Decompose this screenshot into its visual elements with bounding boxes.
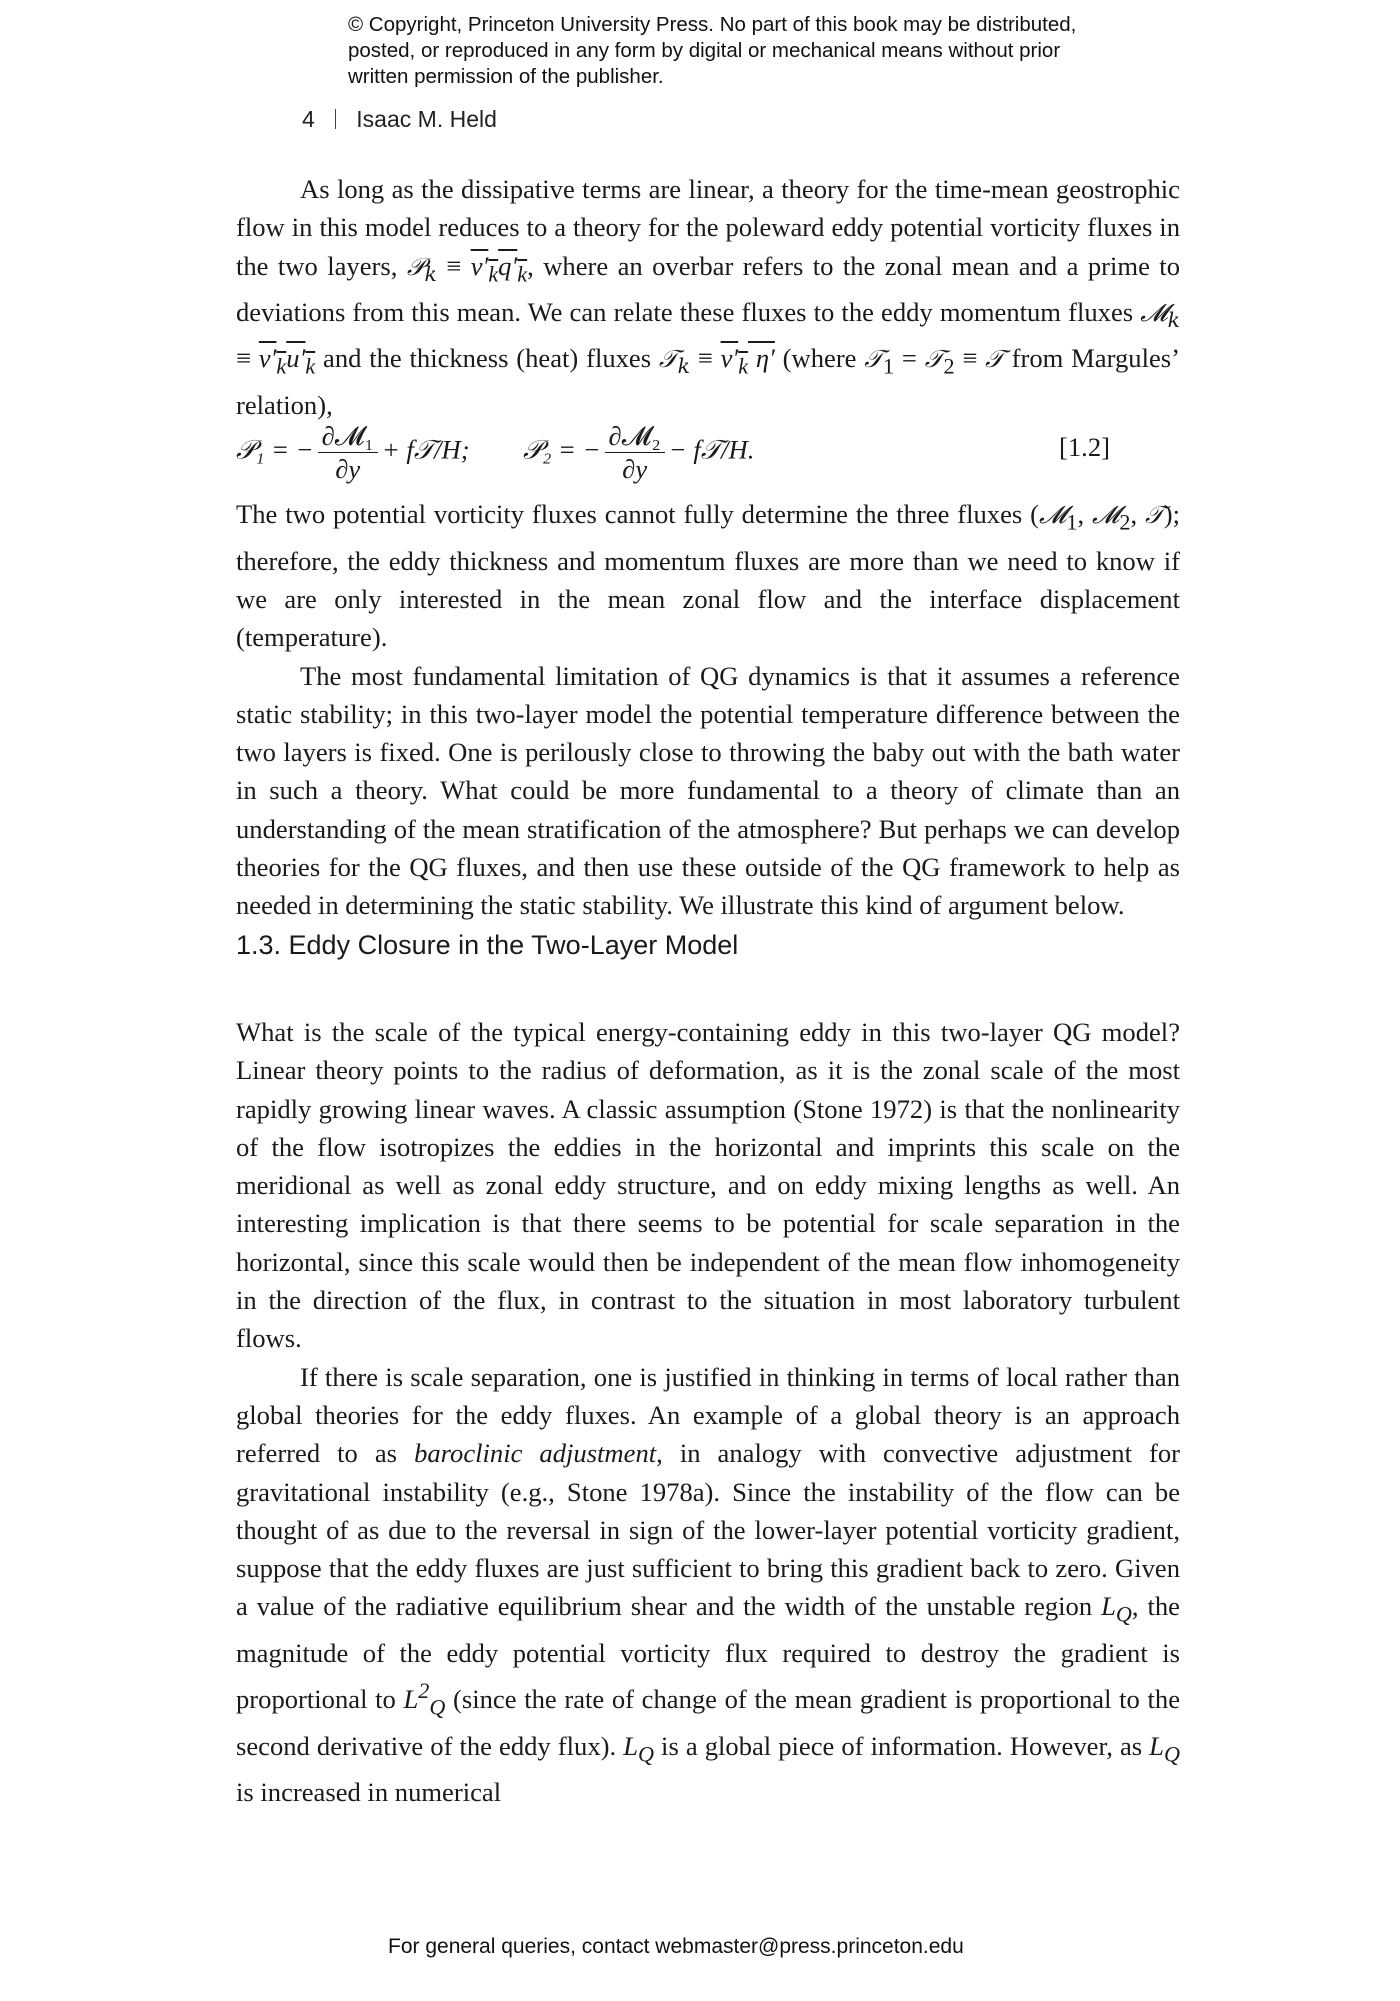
paragraph-block-1 [236, 170, 1180, 424]
eq-p2-fraction [605, 420, 665, 485]
eq-p2-tail: − f𝒯/H. [668, 434, 755, 465]
paragraph-block-2 [236, 495, 1180, 925]
eq-p1-numerator: ∂𝓜₁ [318, 420, 378, 453]
paragraph-pv-fluxes: The two potential vorticity fluxes cannot fully determine the three fluxes (𝓜$_1$, 𝓜$_2$, 𝒯); therefore, the eddy thickness and momentum fluxes are more than we need to know if we are only interested in the mean zonal flow and the interface displacement (temperature). [236, 499, 1181, 653]
eq-p2-lhs: 𝒫₂ = − [522, 434, 601, 465]
eq-p1-lhs: 𝒫₁ = − [236, 434, 314, 465]
eq-p1-denominator: ∂y [335, 454, 361, 484]
running-head [302, 106, 497, 133]
running-head-divider [335, 109, 337, 129]
equation-number: [1.2] [1059, 432, 1110, 462]
paragraph-qg-limitation: The most fundamental limitation of QG dynamics is that it assumes a reference static stability; in this two-layer model the potential temperature difference between the two layers is fixed. One is perilously close to throwing the baby out with the bath water in such a theory. What could be more fundamental to a theory of climate than an understanding of the mean stratification of the atmosphere? But perhaps we can develop theories for the QG fluxes, and then use these outside of the QG framework to help as needed in determining the static stability. We illustrate this kind of argument below. [236, 660, 1180, 921]
paragraph-eddy-scale: What is the scale of the typical energy-containing eddy in this two-layer QG model? Linear theory points to the radius of deformation, as it is the zonal scale of the most rapidly growing linear waves. A classic assumption (Stone 1972) is that the nonlinearity of the flow isotropizes the eddies in the horizontal and imprints this scale on the meridional as well as zonal eddy structure, and on eddy mixing lengths as well. An interesting implication is that there seems to be potential for scale separation in the horizontal, since this scale would then be independent of the mean flow inhomogeneity in the direction of the flux, in contrast to the situation in most laboratory turbulent flows. [236, 1017, 1180, 1354]
equation-1-2 [236, 420, 1180, 490]
eq-p1-tail: + f𝒯/H; [381, 434, 470, 465]
footer-contact: For general queries, contact webmaster@press.princeton.edu [388, 1935, 964, 1958]
eq-p2-numerator: ∂𝓜₂ [605, 420, 665, 453]
page-number: 4 [302, 106, 315, 132]
paragraph-time-mean-theory: As long as the dissipative terms are linear, a theory for the time-mean geostrophic flow in this model reduces to a theory for the poleward eddy potential vorticity fluxes in the two layers, 𝒫$_k$ ≡ $v'_kq'_k$, where an overbar refers to the zonal mean and a prime to deviations from this mean. We can relate these fluxes to the eddy momentum fluxes 𝓜$_k$ ≡ $v'_ku'_k$ and the thickness (heat) fluxes 𝒯$_k$ ≡ $v'_k$ η′ (where 𝒯$_1$ = 𝒯$_2$ ≡ 𝒯 from Margules’ relation), [236, 174, 1180, 420]
copyright-notice: © Copyright, Princeton University Press. No part of this book may be distributed, posted, or reproduced in any form by digital or mechanical means without prior written permission of the publisher. [348, 13, 1077, 88]
paragraph-scale-separation: If there is scale separation, one is justified in thinking in terms of local rather than global theories for the eddy fluxes. An example of a global theory is an approach referred to as baroclinic adjustment, in analogy with convective adjustment for gravitational instability (e.g., Stone 1978a). Since the instability of the flow can be thought of as due to the reversal in sign of the lower-layer potential vorticity gradient, suppose that the eddy fluxes are just sufficient to bring this gradient back to zero. Given a value of the radiative equilibrium shear and the width of the unstable region $L_Q$, the magnitude of the eddy potential vorticity flux required to destroy the gradient is proportional to $L^2_Q$ (since the rate of change of the mean gradient is proportional to the second derivative of the eddy flux). $L_Q$ is a global piece of information. However, as $L_Q$ is increased in numerical [236, 1361, 1181, 1808]
paragraph-block-3 [236, 1013, 1180, 1812]
eq-p1-fraction [318, 420, 378, 485]
running-head-author: Isaac M. Held [356, 106, 497, 132]
section-heading: 1.3. Eddy Closure in the Two-Layer Model [236, 930, 739, 960]
eq-p2-denominator: ∂y [622, 454, 648, 484]
